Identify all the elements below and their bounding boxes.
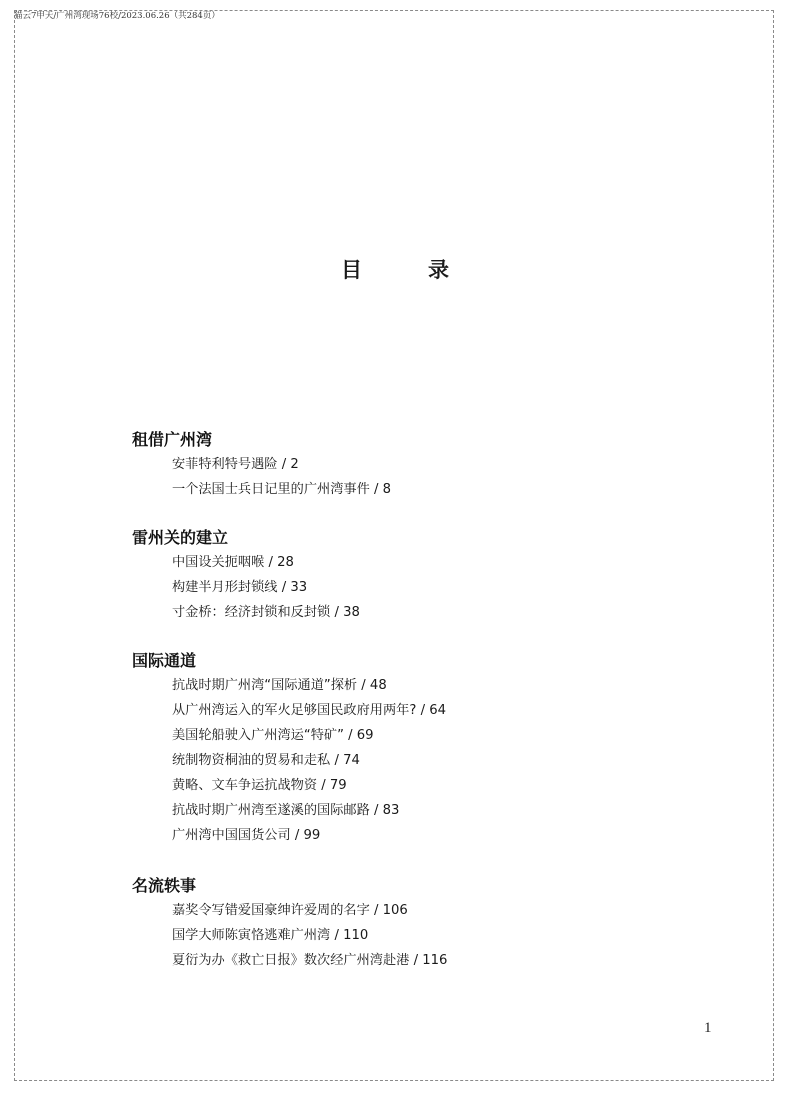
toc-entry[interactable]: 美国轮船驶入广州湾运“特矿” / 69 <box>172 728 374 743</box>
toc-entry[interactable]: 夏衍为办《救亡日报》数次经广州湾赴港 / 116 <box>172 953 448 968</box>
section-title: 国际通道 <box>132 651 197 670</box>
toc-section <box>132 526 360 625</box>
toc-entry[interactable]: 黄略、文车争运抗战物资 / 79 <box>172 778 347 793</box>
toc-title-char-2: 录 <box>428 257 449 282</box>
toc-section <box>132 874 447 973</box>
toc-section <box>132 428 391 502</box>
section-title: 名流轶事 <box>132 876 197 895</box>
toc-title-char-1: 目 <box>341 257 362 282</box>
toc-entry[interactable]: 构建半月形封锁线 / 33 <box>172 580 308 595</box>
section-title: 租借广州湾 <box>132 430 213 449</box>
toc-entry[interactable]: 中国设关扼咽喉 / 28 <box>172 555 294 570</box>
toc-title <box>0 254 790 284</box>
proof-header-note: 猫云7甲天/广州湾现场76校/2023.06.26（共284页） <box>14 11 220 21</box>
toc-entry[interactable]: 国学大师陈寅恪逃难广州湾 / 110 <box>172 928 369 943</box>
toc-entry[interactable]: 从广州湾运入的军火足够国民政府用两年? / 64 <box>172 703 446 718</box>
toc-entry[interactable]: 统制物资桐油的贸易和走私 / 74 <box>172 753 360 768</box>
toc-entry[interactable]: 抗战时期广州湾“国际通道”探析 / 48 <box>172 678 387 693</box>
toc-entry[interactable]: 安菲特利特号遇险 / 2 <box>172 457 299 472</box>
toc-section <box>132 649 446 848</box>
toc-entry[interactable]: 抗战时期广州湾至遂溪的国际邮路 / 83 <box>172 803 400 818</box>
toc-entry[interactable]: 广州湾中国国货公司 / 99 <box>172 828 321 843</box>
page-number: 1 <box>704 1020 712 1036</box>
toc-entry[interactable]: 寸金桥：经济封锁和反封锁 / 38 <box>172 605 360 620</box>
section-title: 雷州关的建立 <box>132 528 229 547</box>
toc-entry[interactable]: 一个法国士兵日记里的广州湾事件 / 8 <box>172 482 392 497</box>
toc-entry[interactable]: 嘉奖令写错爱国豪绅许爱周的名字 / 106 <box>172 903 408 918</box>
